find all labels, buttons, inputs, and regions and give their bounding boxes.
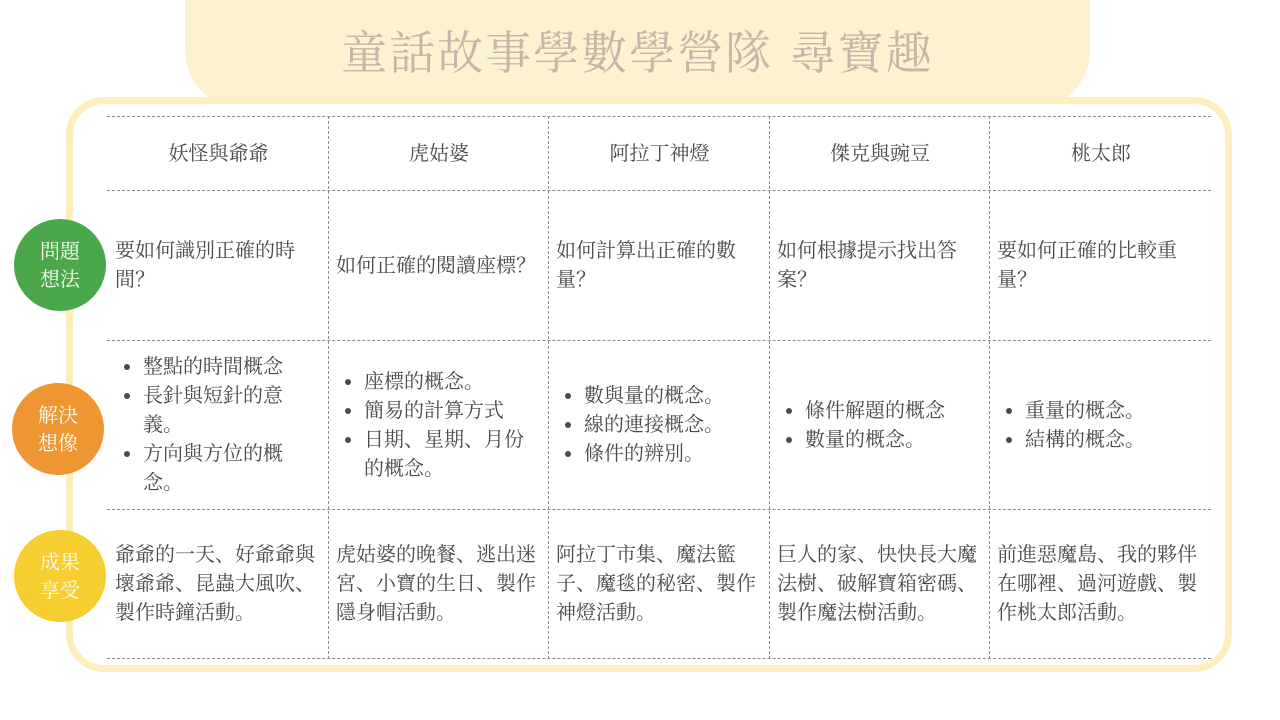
- solution-item: • 條件解題的概念: [805, 396, 945, 425]
- row-divider: [107, 658, 1211, 659]
- solution-cell: [989, 340, 1211, 509]
- header-cell: 阿拉丁神燈: [609, 140, 710, 165]
- question-cell: 如何計算出正確的數量？: [556, 238, 736, 291]
- question-cell: 如何根據提示找出答案？: [777, 238, 957, 291]
- circle-label-line: 想法: [40, 267, 80, 291]
- header-cell: 虎姑婆: [409, 140, 469, 165]
- solution-cell: [548, 340, 769, 509]
- solution-item: • 數與量的概念。: [584, 381, 724, 410]
- page-title: 童話故事學數學營隊 尋寶趣: [341, 26, 934, 80]
- header-cell: 桃太郎: [1071, 140, 1131, 165]
- header-cell: 妖怪與爺爺: [168, 140, 269, 165]
- circle-label-line: 成果: [40, 550, 80, 574]
- question-cell: 要如何正確的比較重量？: [997, 238, 1177, 291]
- solution-list: [328, 367, 542, 483]
- result-label-circle: [14, 530, 106, 622]
- result-cell: 阿拉丁市集、魔法籃子、魔毯的秘密、製作神燈活動。: [556, 542, 756, 624]
- solution-list: [769, 396, 945, 454]
- solution-item: • 數量的概念。: [805, 425, 945, 454]
- solution-item: • 結構的概念。: [1025, 425, 1145, 454]
- solution-item: • 整點的時間概念: [143, 352, 322, 381]
- solution-item: • 簡易的計算方式: [364, 396, 542, 425]
- circle-label-line: 問題: [40, 239, 80, 263]
- circle-label-line: 享受: [40, 578, 80, 602]
- solution-item: • 日期、星期、月份的概念。: [364, 425, 542, 483]
- result-cell: 巨人的家、快快長大魔法樹、破解寶箱密碼、製作魔法樹活動。: [777, 542, 977, 624]
- solution-list: [107, 352, 322, 497]
- solution-cell: [328, 340, 548, 509]
- solution-item: • 方向與方位的概念。: [143, 439, 322, 497]
- solution-list: [989, 396, 1145, 454]
- solution-cell: [769, 340, 989, 509]
- solution-item: • 長針與短針的意義。: [143, 381, 322, 439]
- result-cell: 前進惡魔島、我的夥伴在哪裡、過河遊戲、製作桃太郎活動。: [997, 542, 1197, 624]
- solution-item: • 重量的概念。: [1025, 396, 1145, 425]
- question-cell: 如何正確的閱讀座標？: [336, 252, 536, 277]
- header-cell: 傑克與豌豆: [830, 140, 930, 165]
- circle-label-line: 想像: [38, 431, 78, 455]
- question-cell: 要如何識別正確的時間？: [115, 238, 295, 291]
- content-table: [107, 116, 1211, 659]
- question-label-circle: [14, 219, 106, 311]
- solution-list: [548, 381, 724, 468]
- solution-cell: [107, 340, 328, 509]
- solution-item: • 線的連接概念。: [584, 410, 724, 439]
- solution-item: • 座標的概念。: [364, 367, 542, 396]
- solution-item: • 條件的辨別。: [584, 439, 724, 468]
- result-cell: 虎姑婆的晚餐、逃出迷宮、小寶的生日、製作隱身帽活動。: [336, 542, 536, 624]
- circle-label-line: 解決: [38, 403, 78, 427]
- result-cell: 爺爺的一天、好爺爺與壞爺爺、昆蟲大風吹、製作時鐘活動。: [115, 542, 315, 624]
- solution-label-circle: [12, 383, 104, 475]
